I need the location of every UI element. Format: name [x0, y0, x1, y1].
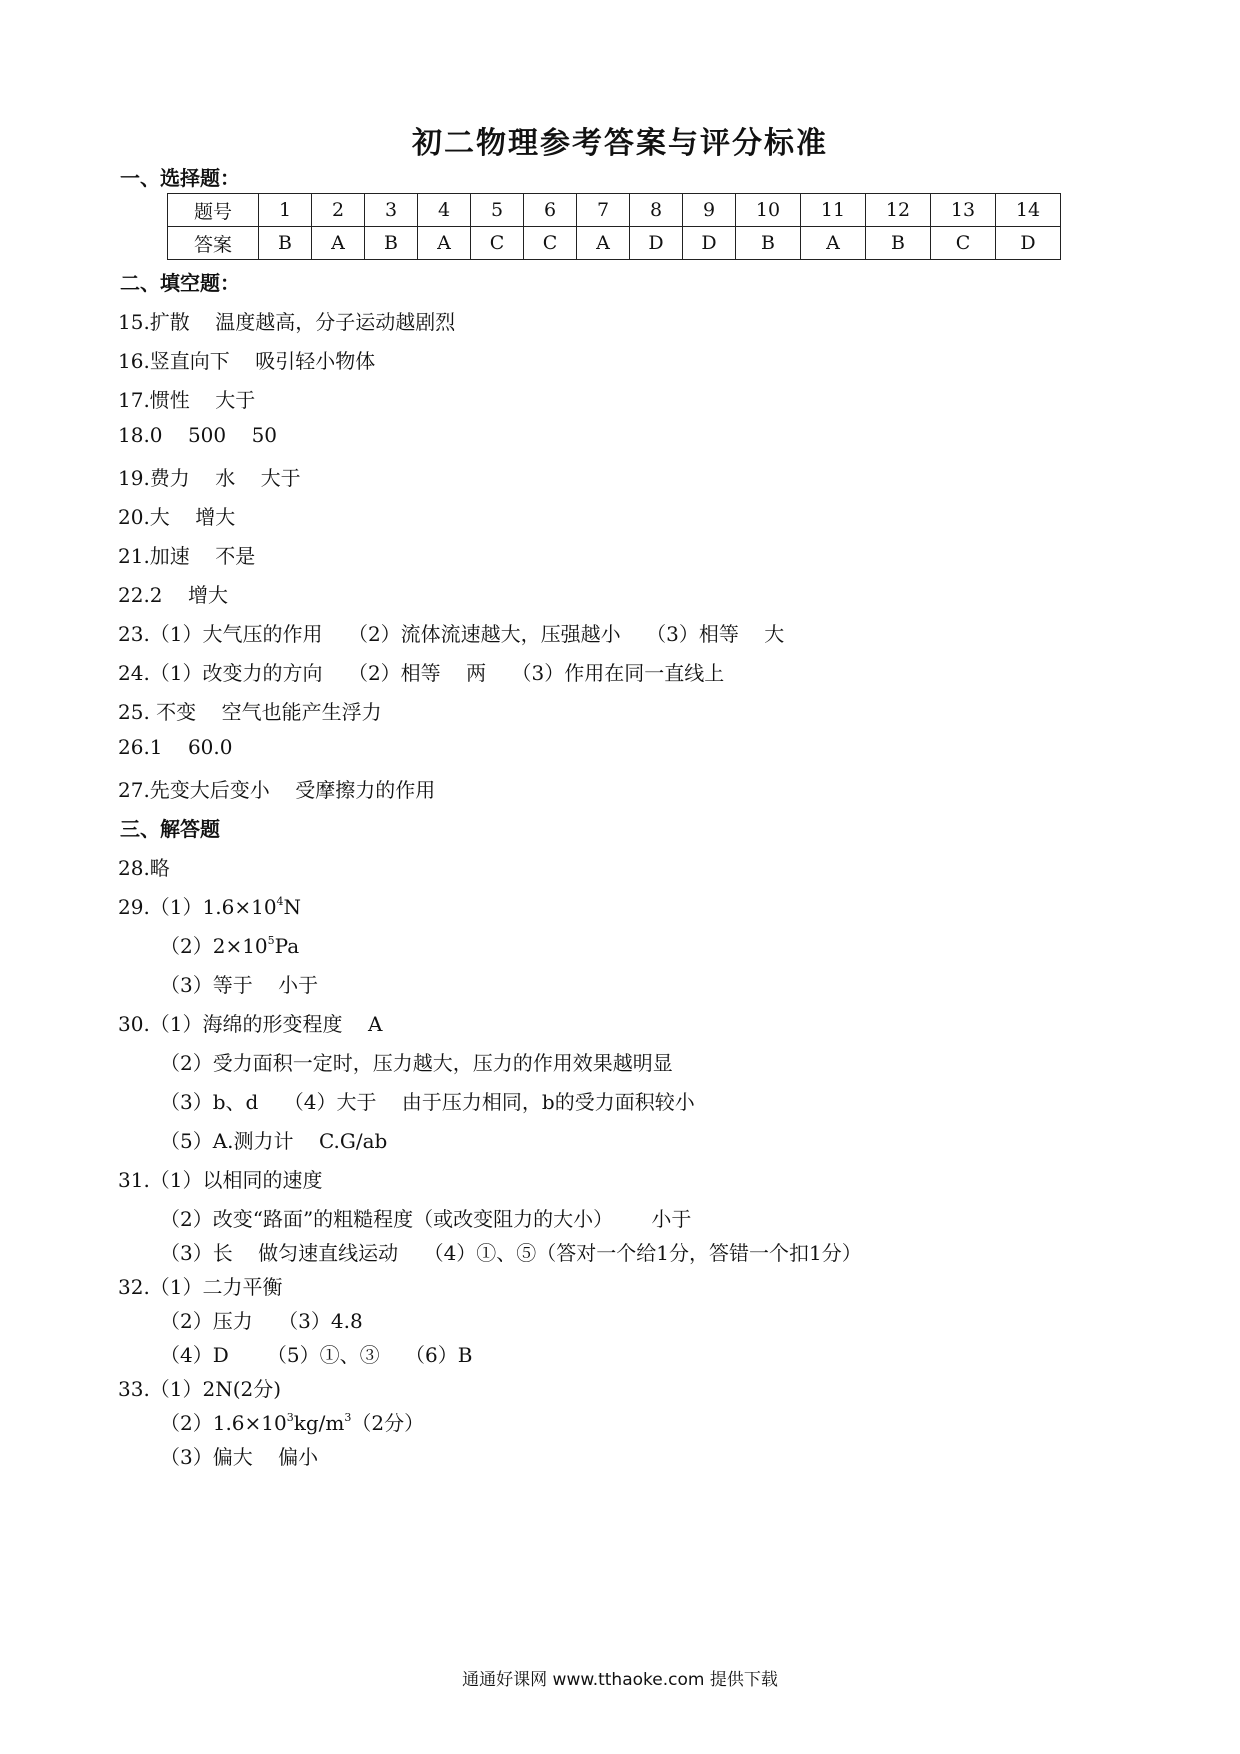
answer-line: 30.（1）海绵的形变程度 A — [118, 1012, 383, 1036]
answer-line: $29.(1)1.6\times 10^4N$ — [118, 895, 302, 919]
answer-line: $(2)1.6\times 10^3kg/m^3(2$分） — [160, 1411, 425, 1435]
footer-source: 通通好课网 www.tthaoke.com 提供下载 — [462, 1670, 778, 1690]
answer-line: 33.（1）2N(2分) — [118, 1377, 282, 1401]
table-cell: B — [736, 227, 801, 260]
answer-line: （3）b、d （4）大于 由于压力相同，b的受力面积较小 — [160, 1090, 695, 1114]
table-cell: 9 — [683, 194, 736, 227]
table-cell: 1 — [259, 194, 312, 227]
table-cell: D — [630, 227, 683, 260]
table-cell: A — [312, 227, 365, 260]
answer-table — [167, 193, 1061, 260]
table-cell: D — [683, 227, 736, 260]
table-cell: 3 — [365, 194, 418, 227]
section-heading-solve: 三、解答题 — [120, 817, 220, 841]
answer-line: 32.（1）二力平衡 — [118, 1275, 283, 1299]
answer-line: 23.（1）大气压的作用 （2）流体流速越大，压强越小 （3）相等 大 — [118, 622, 785, 646]
answer-line: 16.竖直向下 吸引轻小物体 — [118, 349, 376, 373]
answer-line: 17.惯性 大于 — [118, 388, 256, 412]
answer-line: 18.0 500 50 — [118, 423, 278, 447]
answer-line: 20.大 增大 — [118, 505, 236, 529]
table-cell: D — [996, 227, 1061, 260]
answer-line: （3）等于 小于 — [160, 973, 319, 997]
answer-line: （4）D （5）①、③ （6）B — [160, 1343, 473, 1367]
table-row — [168, 194, 1061, 227]
table-cell: 5 — [471, 194, 524, 227]
answer-line: （2）压力 （3）4.8 — [160, 1309, 363, 1333]
table-cell: B — [365, 227, 418, 260]
table-answer-label: 答案 — [168, 227, 259, 260]
table-cell: 10 — [736, 194, 801, 227]
section-heading-choice: 一、选择题： — [120, 166, 240, 190]
answer-line: （2）受力面积一定时，压力越大，压力的作用效果越明显 — [160, 1051, 673, 1075]
table-cell: B — [259, 227, 312, 260]
answer-line: 22.2 增大 — [118, 583, 228, 607]
answer-line: $(2)2\times 10^5Pa$ — [160, 934, 300, 958]
answer-line: 25. 不变 空气也能产生浮力 — [118, 700, 382, 724]
table-cell: 6 — [524, 194, 577, 227]
answer-line: 21.加速 不是 — [118, 544, 256, 568]
table-cell: 7 — [577, 194, 630, 227]
table-cell: C — [524, 227, 577, 260]
table-cell: 12 — [866, 194, 931, 227]
table-cell: A — [801, 227, 866, 260]
answer-line: （5）A.测力计 C.G/ab — [160, 1129, 388, 1153]
answer-line: 31.（1）以相同的速度 — [118, 1168, 323, 1192]
table-cell: 14 — [996, 194, 1061, 227]
table-cell: A — [577, 227, 630, 260]
table-cell: 2 — [312, 194, 365, 227]
answer-line: 19.费力 水 大于 — [118, 466, 301, 490]
answer-line: 24.（1）改变力的方向 （2）相等 两 （3）作用在同一直线上 — [118, 661, 725, 685]
table-cell: 13 — [931, 194, 996, 227]
page-title: 初二物理参考答案与评分标准 — [412, 126, 828, 161]
table-cell: 4 — [418, 194, 471, 227]
answer-line: 28.略 — [118, 856, 170, 880]
table-cell: C — [471, 227, 524, 260]
table-cell: A — [418, 227, 471, 260]
table-row — [168, 227, 1061, 260]
answer-line: 26.1 60.0 — [118, 735, 233, 759]
table-cell: B — [866, 227, 931, 260]
answer-line: （3）偏大 偏小 — [160, 1445, 319, 1469]
answer-line: 15.扩散 温度越高，分子运动越剧烈 — [118, 310, 456, 334]
answer-line: （3）长 做匀速直线运动 （4）①、⑤（答对一个给1分，答错一个扣1分） — [160, 1241, 862, 1265]
table-header-label: 题号 — [168, 194, 259, 227]
section-heading-fill: 二、填空题： — [120, 271, 240, 295]
answer-line: （2）改变“路面”的粗糙程度（或改变阻力的大小） 小于 — [160, 1207, 692, 1231]
answer-line: 27.先变大后变小 受摩擦力的作用 — [118, 778, 436, 802]
table-cell: C — [931, 227, 996, 260]
table-cell: 11 — [801, 194, 866, 227]
table-cell: 8 — [630, 194, 683, 227]
